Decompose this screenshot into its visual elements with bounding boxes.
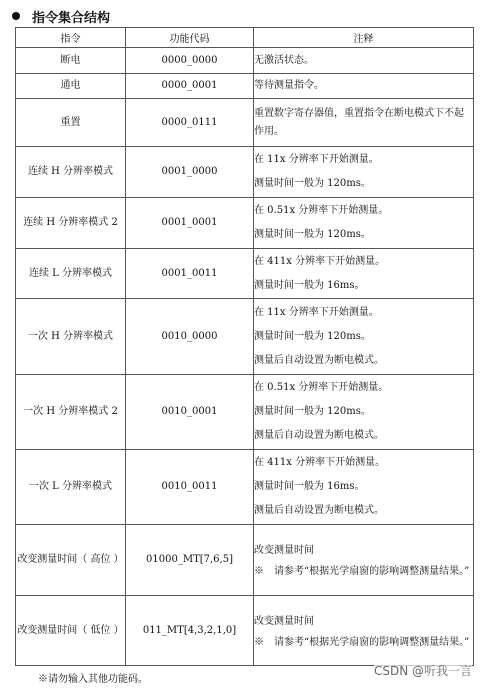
table-row xyxy=(16,99,474,147)
note-line: 无激活状态。 xyxy=(254,54,314,66)
instruction-name: 重置 xyxy=(16,99,126,147)
instruction-name: 通电 xyxy=(16,74,126,99)
note-cell xyxy=(254,249,474,299)
note-line: 测量时间一般为 120ms。 xyxy=(254,229,371,240)
note-line: 在 11x 分辨率下开始测量。 xyxy=(254,154,379,165)
note-cell xyxy=(254,596,474,666)
header-function-code: 功能代码 xyxy=(126,28,254,48)
note-line: 在 0.51x 分辨率下开始测量。 xyxy=(254,205,389,216)
function-code: 0001_0000 xyxy=(126,147,254,198)
note-line: ※ 请参考“根据光学扇窗的影响调整测量结果。” xyxy=(254,566,470,577)
note-cell xyxy=(254,198,474,249)
instruction-name: 断电 xyxy=(16,48,126,74)
note-line: 改变测量时间 xyxy=(254,545,314,556)
function-code: 0001_0011 xyxy=(126,249,254,299)
function-code: 0000_0000 xyxy=(126,48,254,74)
note-cell xyxy=(254,450,474,525)
function-code: 0010_0011 xyxy=(126,450,254,525)
header-instruction: 指令 xyxy=(16,28,126,48)
table-row xyxy=(16,596,474,666)
table-row xyxy=(16,525,474,596)
instruction-name: 一次 H 分辨率模式 2 xyxy=(16,375,126,450)
table-row xyxy=(16,198,474,249)
note-line: 在 411x 分辨率下开始测量。 xyxy=(254,457,386,468)
instruction-name: 改变测量时间（ 低位 ） xyxy=(16,596,126,666)
note-line: 测量时间一般为 120ms。 xyxy=(254,178,371,189)
instruction-name: 一次 H 分辨率模式 xyxy=(16,299,126,375)
table-row xyxy=(16,299,474,375)
note-line: 等待测量指令。 xyxy=(254,80,324,91)
watermark: CSDN @听我一言 xyxy=(373,664,472,678)
note-line: 在 0.51x 分辨率下开始测量。 xyxy=(254,382,389,393)
note-cell xyxy=(254,99,474,147)
bullet-icon xyxy=(12,12,20,20)
note-line: 测量时间一般为 16ms。 xyxy=(254,279,365,291)
note-line: 重置数字寄存器值，重置指令在断电模式下不起作用。 xyxy=(254,107,464,137)
header-notes: 注释 xyxy=(254,28,474,48)
instruction-table xyxy=(15,27,474,666)
note-line: 测量后自动设置为断电模式。 xyxy=(254,354,384,366)
note-line: 测量时间一般为 120ms。 xyxy=(254,406,371,417)
note-cell xyxy=(254,48,474,74)
note-cell xyxy=(254,147,474,198)
instruction-name: 连续 H 分辨率模式 xyxy=(16,147,126,198)
table-row xyxy=(16,48,474,74)
function-code: 011_MT[4,3,2,1,0] xyxy=(126,596,254,666)
note-line: ※ 请参考“根据光学扇窗的影响调整测量结果。” xyxy=(254,636,470,648)
table-row xyxy=(16,74,474,99)
function-code: 0010_0000 xyxy=(126,299,254,375)
note-cell xyxy=(254,74,474,99)
table-header-row xyxy=(16,28,474,48)
instruction-name: 连续 H 分辨率模式 2 xyxy=(16,198,126,249)
instruction-name: 连续 L 分辨率模式 xyxy=(16,249,126,299)
table-row xyxy=(16,249,474,299)
note-line: 在 11x 分辨率下开始测量。 xyxy=(254,306,379,318)
table-row xyxy=(16,450,474,525)
function-code: 0000_0111 xyxy=(126,99,254,147)
note-cell xyxy=(254,299,474,375)
note-line: 测量后自动设置为断电模式。 xyxy=(254,505,384,516)
note-line: 测量时间一般为 120ms。 xyxy=(254,330,371,342)
function-code: 01000_MT[7,6,5] xyxy=(126,525,254,596)
note-line: 在 411x 分辨率下开始测量。 xyxy=(254,255,386,267)
section-heading xyxy=(12,6,110,26)
table-row xyxy=(16,375,474,450)
table-row xyxy=(16,147,474,198)
function-code: 0000_0001 xyxy=(126,74,254,99)
function-code: 0010_0001 xyxy=(126,375,254,450)
note-line: 测量后自动设置为断电模式。 xyxy=(254,430,384,441)
footnote: ※请勿输入其他功能码。 xyxy=(38,674,148,685)
note-line: 测量时间一般为 16ms。 xyxy=(254,481,365,492)
note-line: 改变测量时间 xyxy=(254,615,314,627)
note-cell xyxy=(254,525,474,596)
instruction-name: 一次 L 分辨率模式 xyxy=(16,450,126,525)
note-cell xyxy=(254,375,474,450)
instruction-name: 改变测量时间（ 高位 ） xyxy=(16,525,126,596)
section-title-text: 指令集合结构 xyxy=(32,10,111,26)
function-code: 0001_0001 xyxy=(126,198,254,249)
